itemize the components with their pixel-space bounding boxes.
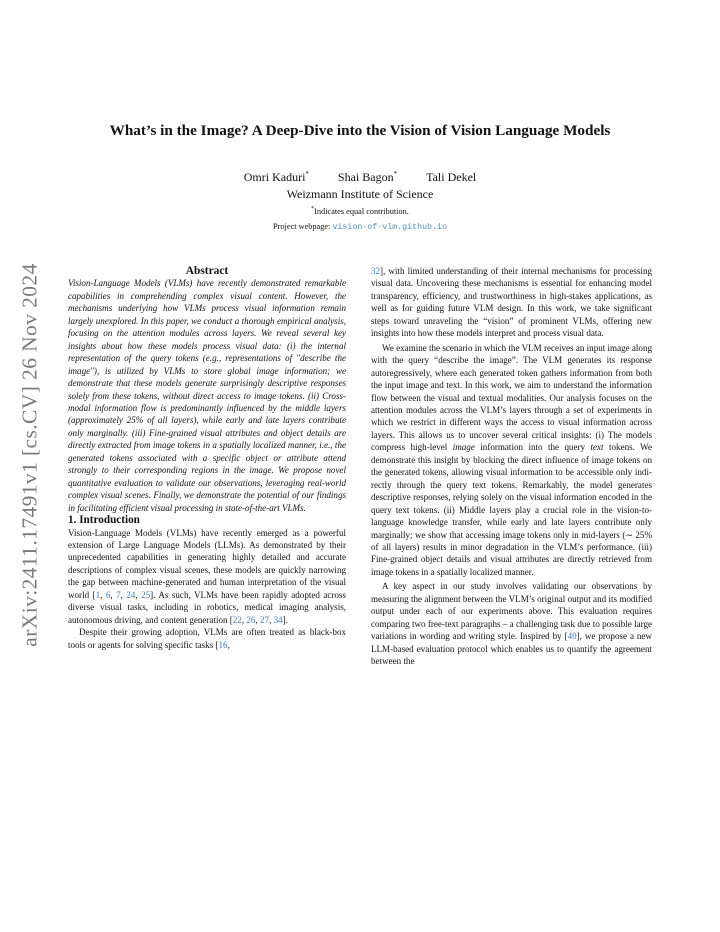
webpage-label: Project webpage: [273, 222, 333, 231]
section-heading-introduction: 1. Introduction [68, 514, 140, 527]
abstract-text: Vision-Language Models (VLMs) have recently demonstrated remarkable capabilities in comprehending complex visual content. However, the mechanisms underlying how VLMs process visual information remain largely unexplored. In this paper, we conduct a thorough empirical analysis, focusing on the attention modules across layers. We reveal several key insights about how these models process visual data: (i) the internal representation of the query tokens (e.g., representations of "describe the image"), is utilized by VLMs to store global image information; we demonstrate that these models generate surprisingly descriptive responses solely from these tokens, without direct access to image tokens. (ii) Cross-modal information flow is predominantly influenced by the middle layers (approximately 25% of all layers), while early and late layers contribute only marginally. (iii) Fine-grained visual attributes and object details are directly extracted from image tokens in a spatially localized manner, i.e., the generated tokens associated with a specific object or attribute attend strongly to their corresponding regions in the image. We propose novel quantitative evaluation to validate our observations, leveraging real-world complex visual scenes. Finally, we demonstrate the potential of our findings in facilitating efficient visual processing in state-of-the-art VLMs. [68, 278, 346, 513]
author-2: Shai Bagon* [337, 170, 398, 184]
affiliation: Weizmann Institute of Science [286, 187, 434, 201]
citation-link[interactable]: 7 [116, 589, 121, 600]
citation-link[interactable]: 27 [259, 614, 270, 625]
citation-link[interactable]: 25 [141, 589, 151, 600]
intro-paragraph-3: We examine the scenario in which the VLM receives an input image along with the query “describe the image”. The VLM generates its response autoregressively, where each generated token gathers information from both the input image and text. In this work, we aim to understand the information flow between the visual and textual modalities. Our analysis focuses on the attention modules across the VLM’s layers through a set of experiments in which we restrict in different ways the access to visual information across layers. This allows us to uncover several critical insights: (i) The models compress high-level image information into the query text tokens. We demonstrate this insight by blocking the direct influence of image tokens on the generated tokens, allowing visual information to be accessible only indirectly through the query text tokens. Remarkably, the model generates descriptive responses, relying solely on the visual information encoded in the query text tokens. (ii) Middle layers play a crucial role in the vision-to-language knowledge transfer, while early and late layers contribute only marginally; we show that accessing image tokens only in mid-layers (∼ 25% of all layers) results in minor degradation in the VLM’s performance. (iii) Fine-grained object details and visual attributes are directly retrieved from image tokens in a spatially localized manner. [371, 342, 652, 577]
arxiv-identifier-text: arXiv:2411.17491v1 [cs.CV] 26 Nov 2024 [17, 263, 42, 647]
webpage-link[interactable]: vision-of-vlm.github.io [332, 223, 447, 232]
equal-contribution-note: *Indicates equal contribution. [311, 206, 409, 216]
author-3: Tali Dekel [426, 170, 477, 184]
citation-link[interactable]: 16 [218, 639, 228, 650]
author-1: Omri Kaduri* [243, 170, 309, 184]
intro-paragraph-2-continued: 32], with limited understanding of their internal mechanisms for processing visual data. Uncovering these mechanisms is essential for enhancing model transparency, efficiency, and trustworthiness in high-stakes applications, as well as for guiding future VLM design. In this work, we take significant steps toward unraveling the “vision” of prominent VLMs, offering new insights into how these models interpret and process visual data. [371, 266, 652, 339]
citation-link[interactable]: 32 [371, 266, 381, 276]
citation-link[interactable]: 6 [105, 589, 111, 600]
paper-title: What’s in the Image? A Deep-Dive into the Vision of Vision Language Models [109, 122, 611, 139]
project-webpage [40, 222, 680, 232]
citation-link[interactable]: 1 [95, 589, 101, 600]
intro-paragraph-1: Vision-Language Models (VLMs) have recently emerged as a powerful extension of Large Language Models (LLMs). As demonstrated by their unprecedented capabilities in generating highly detailed and accurate descriptions of complex visual scenes, these models are quickly narrowing the gap between machine-generated and human interpretation of the visual world [1, 6, 7, 24, 25]. As such, VLMs have been rapidly adopted across diverse visual tasks, including in robotics, medical imaging analysis, autonomous driving, and content generation [22, 26, 27, 34]. [68, 527, 346, 625]
arxiv-identifier-stamp [8, 245, 52, 665]
citation-link[interactable]: 40 [567, 631, 577, 642]
citation-link[interactable]: 26 [246, 614, 256, 625]
intro-paragraph-4: A key aspect in our study involves validating our observations by measuring the alignment between the VLM’s original output and its modified output under each of our experiments above. This evaluation requires comparing two free-text paragraphs – a challenging task due to possible large variations in wording and writing style. Inspired by [40], we propose a new LLM-based evaluation protocol which enables us to quantify the agreement between the [371, 581, 652, 667]
author-list [40, 170, 680, 185]
equal-contribution-mark: * [305, 170, 309, 178]
citation-link[interactable]: 24 [126, 589, 136, 600]
left-column [68, 265, 346, 651]
right-column [371, 265, 652, 668]
citation-link[interactable]: 22 [232, 614, 242, 625]
abstract-heading: Abstract [185, 265, 229, 277]
citation-link[interactable]: 34 [273, 614, 283, 625]
equal-contribution-mark: * [393, 170, 398, 178]
intro-paragraph-2-start: Despite their growing adoption, VLMs are often treated as black-box tools or agents for solving specific tasks [16, [68, 627, 346, 650]
